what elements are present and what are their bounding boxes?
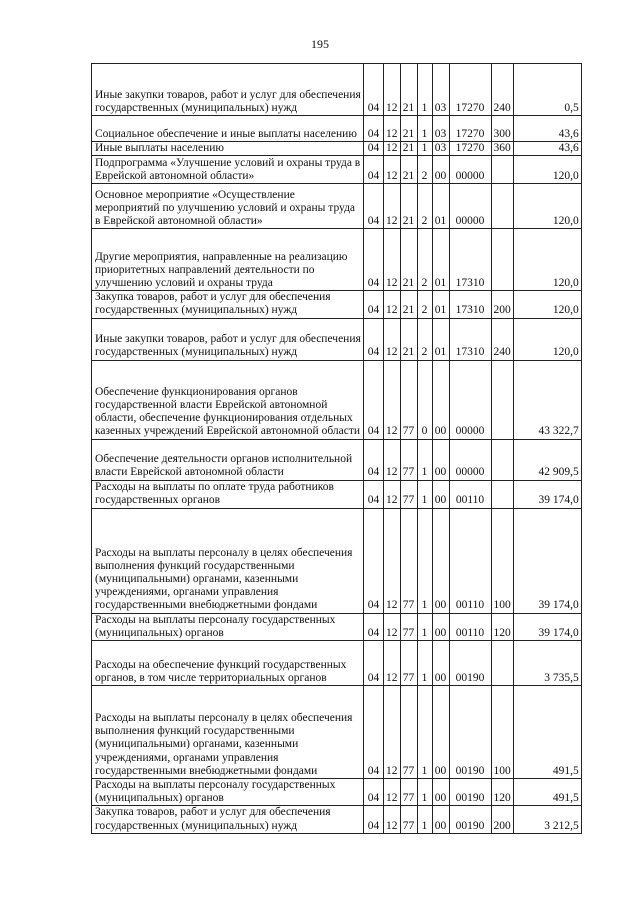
table-row [92, 64, 582, 116]
row-name: Расходы на выплаты персоналу государственных (муниципальных) органов [92, 779, 364, 806]
row-code-event: 01 [432, 291, 449, 318]
row-code-subprogram: 2 [417, 156, 432, 184]
row-name: Обеспечение функционирования органов государственной власти Еврейской автономной области, обеспечение функционирования отдельных казенных учреждений Еврейской автономной области [92, 360, 364, 439]
row-code-subprogram: 0 [417, 360, 432, 439]
row-code-rz: 12 [384, 508, 401, 613]
row-name: Иные выплаты населению [92, 142, 364, 156]
row-code-expense-type: 240 [491, 64, 513, 116]
row-amount: 39 174,0 [513, 508, 581, 613]
row-code-subprogram: 1 [417, 508, 432, 613]
row-amount: 120,0 [513, 156, 581, 184]
row-code-rz: 12 [384, 641, 401, 686]
row-code-gr: 04 [364, 641, 384, 686]
row-code-expense-type: 120 [491, 613, 513, 640]
row-code-rz: 12 [384, 142, 401, 156]
row-code-direction: 00000 [449, 156, 491, 184]
row-code-gr: 04 [364, 779, 384, 806]
row-code-rz: 12 [384, 318, 401, 360]
row-amount: 120,0 [513, 229, 581, 291]
row-code-rz: 12 [384, 439, 401, 480]
row-code-program: 77 [400, 439, 417, 480]
row-code-expense-type [491, 184, 513, 229]
row-code-program: 21 [400, 142, 417, 156]
row-code-direction: 00190 [449, 641, 491, 686]
row-code-expense-type [491, 156, 513, 184]
row-code-gr: 04 [364, 116, 384, 142]
row-amount: 39 174,0 [513, 480, 581, 508]
row-amount: 120,0 [513, 184, 581, 229]
row-name: Расходы на выплаты по оплате труда работников государственных органов [92, 480, 364, 508]
row-name: Расходы на обеспечение функций государственных органов, в том числе территориальных органов [92, 641, 364, 686]
row-name: Расходы на выплаты персоналу государственных (муниципальных) органов [92, 613, 364, 640]
row-code-subprogram: 1 [417, 439, 432, 480]
row-code-direction: 00110 [449, 508, 491, 613]
row-code-direction: 00190 [449, 806, 491, 833]
table-row [92, 184, 582, 229]
row-amount: 491,5 [513, 779, 581, 806]
row-name: Другие мероприятия, направленные на реализацию приоритетных направлений деятельности по улучшению условий и охраны труда [92, 229, 364, 291]
row-amount: 42 909,5 [513, 439, 581, 480]
row-code-gr: 04 [364, 508, 384, 613]
row-code-event: 01 [432, 229, 449, 291]
row-code-subprogram: 1 [417, 779, 432, 806]
row-code-gr: 04 [364, 291, 384, 318]
row-code-expense-type: 240 [491, 318, 513, 360]
row-name: Закупка товаров, работ и услуг для обеспечения государственных (муниципальных) нужд [92, 291, 364, 318]
row-code-subprogram: 2 [417, 184, 432, 229]
row-code-event: 03 [432, 64, 449, 116]
table-row [92, 613, 582, 640]
row-amount: 0,5 [513, 64, 581, 116]
row-code-rz: 12 [384, 360, 401, 439]
row-code-program: 21 [400, 229, 417, 291]
table-row [92, 641, 582, 686]
row-code-event: 00 [432, 360, 449, 439]
row-code-gr: 04 [364, 318, 384, 360]
row-amount: 120,0 [513, 318, 581, 360]
row-name: Расходы на выплаты персоналу в целях обеспечения выполнения функций государственными (муниципальными) органами, казенными учреждениями, органами управления государственными внебюджетными фондами [92, 686, 364, 779]
table-row [92, 480, 582, 508]
row-code-program: 77 [400, 508, 417, 613]
row-code-rz: 12 [384, 229, 401, 291]
row-name: Расходы на выплаты персоналу в целях обеспечения выполнения функций государственными (муниципальными) органами, казенными учреждениями, органами управления государственными внебюджетными фондами [92, 508, 364, 613]
row-code-direction: 00190 [449, 686, 491, 779]
row-code-rz: 12 [384, 613, 401, 640]
row-name: Подпрограмма «Улучшение условий и охраны труда в Еврейской автономной области» [92, 156, 364, 184]
row-code-subprogram: 2 [417, 318, 432, 360]
row-name: Иные закупки товаров, работ и услуг для обеспечения государственных (муниципальных) нужд [92, 64, 364, 116]
row-code-subprogram: 1 [417, 613, 432, 640]
row-code-event: 00 [432, 613, 449, 640]
row-code-program: 77 [400, 360, 417, 439]
table-row [92, 779, 582, 806]
row-amount: 491,5 [513, 686, 581, 779]
row-code-program: 77 [400, 686, 417, 779]
row-code-event: 03 [432, 116, 449, 142]
row-code-direction: 00000 [449, 360, 491, 439]
row-code-program: 77 [400, 641, 417, 686]
row-code-subprogram: 1 [417, 641, 432, 686]
row-code-event: 00 [432, 156, 449, 184]
row-code-program: 77 [400, 613, 417, 640]
row-code-expense-type [491, 360, 513, 439]
row-amount: 3 212,5 [513, 806, 581, 833]
row-code-program: 21 [400, 116, 417, 142]
row-code-rz: 12 [384, 480, 401, 508]
table-row [92, 360, 582, 439]
row-code-rz: 12 [384, 156, 401, 184]
row-code-subprogram: 1 [417, 686, 432, 779]
row-code-event: 01 [432, 184, 449, 229]
table-row [92, 439, 582, 480]
row-code-gr: 04 [364, 480, 384, 508]
row-amount: 43 322,7 [513, 360, 581, 439]
row-amount: 43,6 [513, 116, 581, 142]
row-code-gr: 04 [364, 360, 384, 439]
row-code-rz: 12 [384, 686, 401, 779]
row-code-expense-type [491, 439, 513, 480]
row-code-direction: 17310 [449, 318, 491, 360]
row-code-program: 21 [400, 291, 417, 318]
row-code-gr: 04 [364, 184, 384, 229]
row-code-gr: 04 [364, 439, 384, 480]
table-row [92, 686, 582, 779]
row-code-program: 21 [400, 64, 417, 116]
row-code-subprogram: 1 [417, 116, 432, 142]
row-code-direction: 17270 [449, 64, 491, 116]
row-code-direction: 00110 [449, 613, 491, 640]
row-code-expense-type [491, 480, 513, 508]
budget-table [91, 63, 582, 834]
row-code-program: 21 [400, 318, 417, 360]
row-code-direction: 00190 [449, 779, 491, 806]
row-code-subprogram: 2 [417, 291, 432, 318]
row-code-event: 00 [432, 508, 449, 613]
row-code-event: 01 [432, 318, 449, 360]
row-code-rz: 12 [384, 779, 401, 806]
row-code-direction: 00000 [449, 184, 491, 229]
row-amount: 120,0 [513, 291, 581, 318]
table-row [92, 318, 582, 360]
row-amount: 39 174,0 [513, 613, 581, 640]
row-code-event: 00 [432, 439, 449, 480]
table-row [92, 156, 582, 184]
row-amount: 43,6 [513, 142, 581, 156]
row-code-direction: 17310 [449, 229, 491, 291]
table-row [92, 229, 582, 291]
row-code-rz: 12 [384, 116, 401, 142]
row-code-rz: 12 [384, 184, 401, 229]
row-name: Социальное обеспечение и иные выплаты населению [92, 116, 364, 142]
row-code-expense-type: 200 [491, 291, 513, 318]
row-code-direction: 17270 [449, 142, 491, 156]
row-name: Основное мероприятие «Осуществление мероприятий по улучшению условий и охраны труда в Еврейской автономной области» [92, 184, 364, 229]
row-code-gr: 04 [364, 686, 384, 779]
row-code-gr: 04 [364, 142, 384, 156]
row-name: Обеспечение деятельности органов исполнительной власти Еврейской автономной области [92, 439, 364, 480]
row-code-expense-type: 360 [491, 142, 513, 156]
row-code-event: 00 [432, 806, 449, 833]
row-code-expense-type: 100 [491, 508, 513, 613]
row-code-expense-type: 100 [491, 686, 513, 779]
row-code-expense-type: 120 [491, 779, 513, 806]
table-row [92, 116, 582, 142]
row-name: Закупка товаров, работ и услуг для обеспечения государственных (муниципальных) нужд [92, 806, 364, 833]
row-code-direction: 17270 [449, 116, 491, 142]
row-code-gr: 04 [364, 156, 384, 184]
table-row [92, 142, 582, 156]
row-code-event: 00 [432, 686, 449, 779]
row-code-rz: 12 [384, 806, 401, 833]
row-code-subprogram: 2 [417, 229, 432, 291]
row-code-program: 77 [400, 480, 417, 508]
row-code-subprogram: 1 [417, 142, 432, 156]
table-row [92, 806, 582, 833]
row-code-rz: 12 [384, 291, 401, 318]
row-code-program: 21 [400, 156, 417, 184]
row-code-direction: 00110 [449, 480, 491, 508]
row-code-event: 03 [432, 142, 449, 156]
table-body [92, 64, 582, 834]
page-number: 195 [311, 37, 329, 51]
row-code-direction: 17310 [449, 291, 491, 318]
row-code-gr: 04 [364, 229, 384, 291]
row-code-gr: 04 [364, 806, 384, 833]
row-code-event: 00 [432, 641, 449, 686]
row-code-rz: 12 [384, 64, 401, 116]
table-row [92, 291, 582, 318]
row-code-gr: 04 [364, 64, 384, 116]
row-code-subprogram: 1 [417, 480, 432, 508]
row-name: Иные закупки товаров, работ и услуг для обеспечения государственных (муниципальных) нужд [92, 318, 364, 360]
row-amount: 3 735,5 [513, 641, 581, 686]
row-code-subprogram: 1 [417, 806, 432, 833]
row-code-expense-type [491, 641, 513, 686]
row-code-gr: 04 [364, 613, 384, 640]
row-code-subprogram: 1 [417, 64, 432, 116]
row-code-program: 21 [400, 184, 417, 229]
row-code-expense-type [491, 229, 513, 291]
row-code-program: 77 [400, 779, 417, 806]
row-code-program: 77 [400, 806, 417, 833]
row-code-expense-type: 200 [491, 806, 513, 833]
row-code-event: 00 [432, 480, 449, 508]
row-code-expense-type: 300 [491, 116, 513, 142]
table-row [92, 508, 582, 613]
row-code-event: 00 [432, 779, 449, 806]
row-code-direction: 00000 [449, 439, 491, 480]
